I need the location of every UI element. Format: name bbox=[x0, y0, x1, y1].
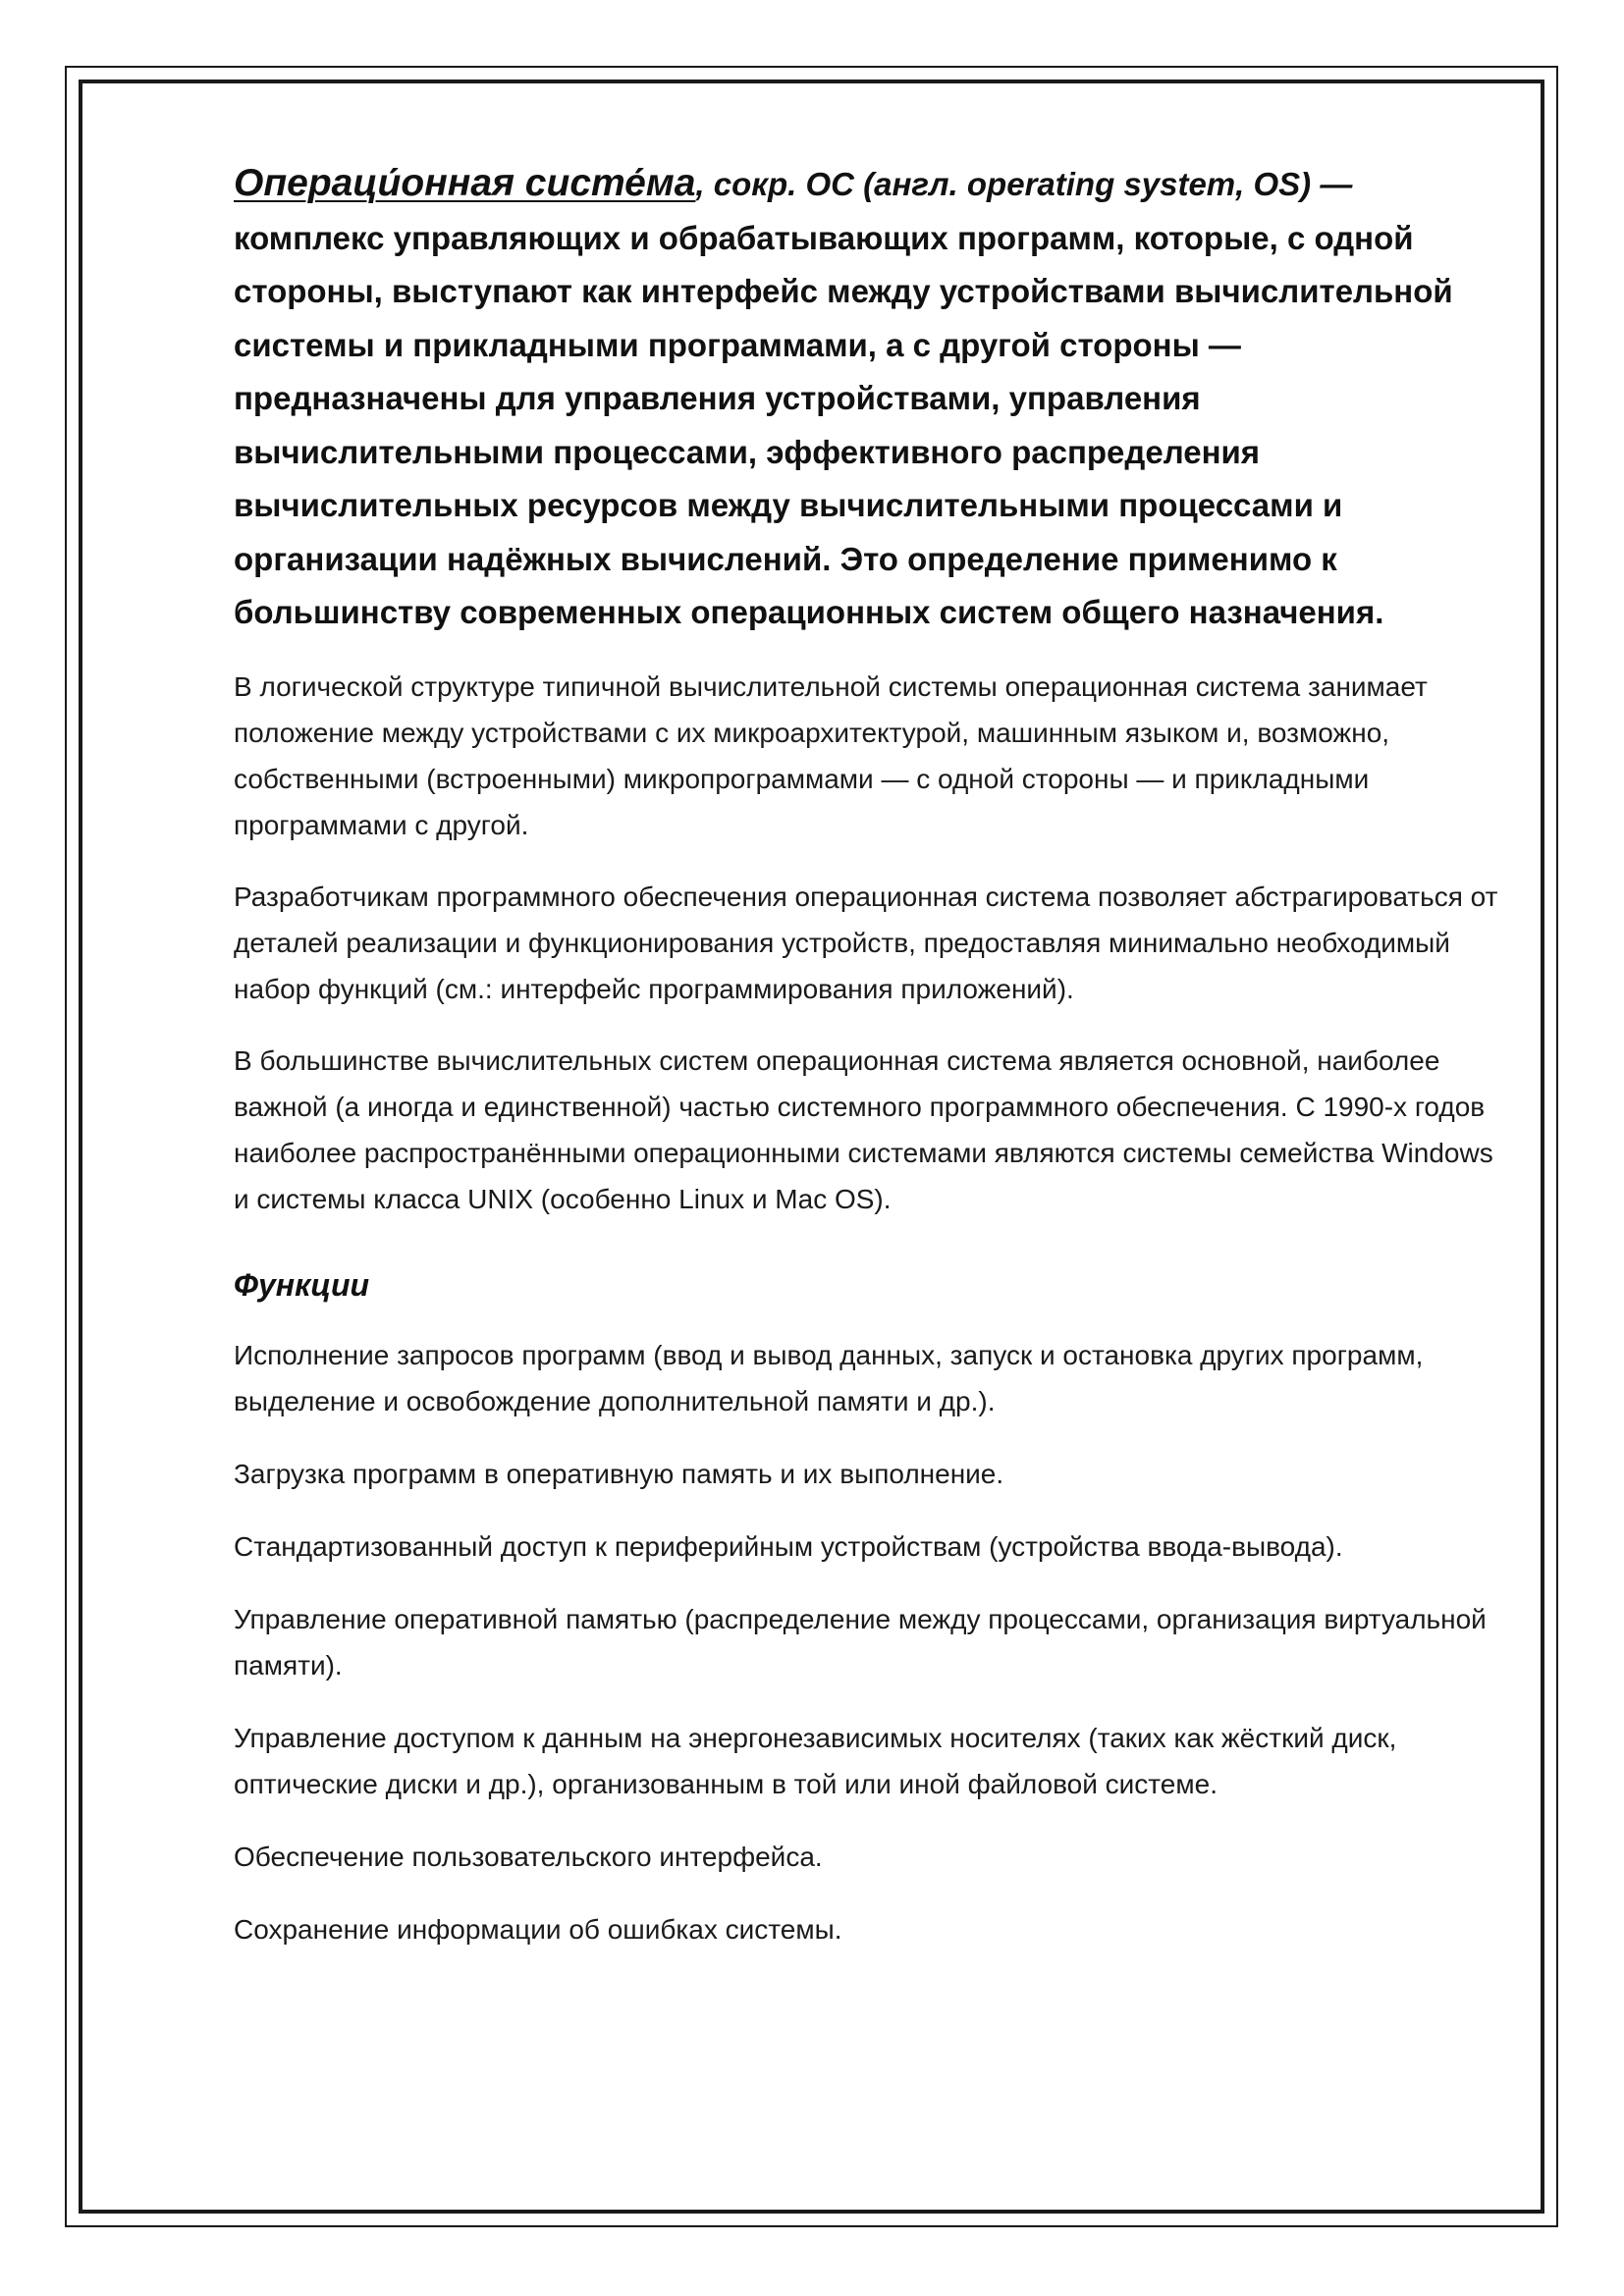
function-item: Управление оперативной памятью (распределение между процессами, организация виртуальной памяти). bbox=[234, 1603, 1487, 1681]
function-item: Исполнение запросов программ (ввод и вывод данных, запуск и остановка других программ, выделение и освобождение дополнительной памяти и др.). bbox=[234, 1339, 1424, 1416]
definition-text: комплекс управляющих и обрабатывающих программ, которые, с одной стороны, выступают как интерфейс между устройствами вычислительной системы и прикладными программами, а с другой стороны — предназначены для управления устройствами, управления вычислительными процессами, эффективного распределения вычислительных ресурсов между вычислительными процессами и организации надёжных вычислений. Это определение применимо к большинству современных операционных систем общего назначения. bbox=[234, 219, 1453, 630]
function-item: Управление доступом к данным на энергонезависимых носителях (таких как жёсткий диск, оптические диски и др.), организованным в той или иной файловой системе. bbox=[234, 1722, 1397, 1799]
paragraph-logical-structure: В логической структуре типичной вычислительной системы операционная система занимает положение между устройствами с их микроархитектурой, машинным языком и, возможно, собственными (встроенными) микропрограммами — с одной стороны — и прикладными программами с другой. bbox=[234, 670, 1428, 840]
functions-heading: Функции bbox=[234, 1266, 370, 1303]
function-item: Загрузка программ в оперативную память и их выполнение. bbox=[234, 1458, 1004, 1489]
document-body bbox=[234, 157, 1500, 1979]
functions-list bbox=[234, 1332, 1500, 1952]
definition-term: Операци́онная систе́ма bbox=[234, 162, 696, 204]
paragraph-prevalence: В большинстве вычислительных систем операционная система является основной, наиболее важной (а иногда и единственной) частью системного программного обеспечения. С 1990-х годов наиболее распространёнными операционными системами являются системы семейства Windows и системы класса UNIX (особенно Linux и Mac OS). bbox=[234, 1044, 1493, 1214]
definition-abbreviation: , сокр. ОС (англ. operating system, OS) — bbox=[695, 166, 1353, 202]
definition-paragraph bbox=[234, 157, 1500, 640]
function-item: Обеспечение пользовательского интерфейса. bbox=[234, 1841, 823, 1872]
paragraph-developers: Разработчикам программного обеспечения операционная система позволяет абстрагироваться от деталей реализации и функционирования устройств, предоставляя минимально необходимый набор функций (см.: интерфейс программирования приложений). bbox=[234, 881, 1498, 1004]
function-item: Стандартизованный доступ к периферийным устройствам (устройства ввода-вывода). bbox=[234, 1530, 1343, 1562]
function-item: Сохранение информации об ошибках системы. bbox=[234, 1913, 842, 1945]
